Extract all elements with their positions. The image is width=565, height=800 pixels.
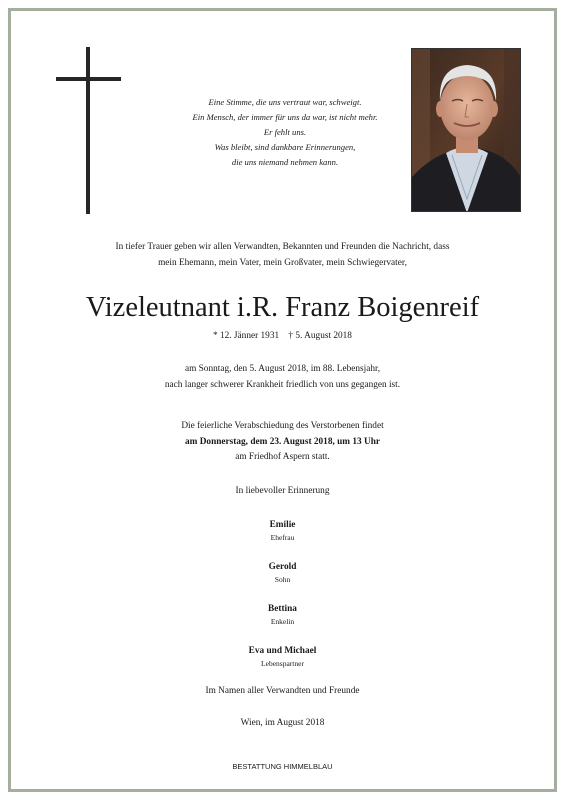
announcement-line: mein Ehemann, mein Vater, mein Großvater, mein Schwiegervater, (158, 257, 407, 268)
announcement (40, 240, 525, 271)
death-notice-line: am Sonntag, den 5. August 2018, im 88. Lebensjahr, (184, 364, 381, 374)
poem-line: Er fehlt uns. (263, 127, 307, 137)
poem (170, 95, 400, 170)
death-notice (40, 362, 525, 393)
cross-horizontal-bar (56, 77, 121, 81)
remembrance-intro: In liebevoller Erinnerung (235, 486, 330, 496)
mourner (140, 561, 425, 586)
farewell-notice (40, 419, 525, 466)
poem-line: Ein Mensch, der immer für uns da war, ist nicht mehr. (192, 112, 378, 122)
on-behalf-line: Im Namen aller Verwandten und Freunde (205, 686, 360, 696)
undertaker-name: BESTATTUNG HIMMELBLAU (232, 762, 333, 771)
mourner-relation: Ehefrau (270, 533, 295, 542)
portrait-illustration (412, 49, 521, 212)
portrait-photo (411, 48, 521, 212)
farewell-date-line: am Donnerstag, dem 23. August 2018, um 13 Uhr (185, 436, 380, 447)
mourner (140, 603, 425, 628)
death-notice-line: nach langer schwerer Krankheit friedlich von uns gegangen ist. (164, 379, 401, 390)
poem-line: Was bleibt, sind dankbare Erinnerungen, (214, 142, 356, 152)
place-date: Wien, im August 2018 (240, 718, 325, 728)
announcement-line: In tiefer Trauer geben wir allen Verwandten, Bekannten und Freunden die Nachricht, dass (115, 242, 450, 252)
mourner-name: Emilie (269, 520, 296, 530)
poem-line: Eine Stimme, die uns vertraut war, schweigt. (208, 97, 362, 107)
death-date: † 5. August 2018 (288, 331, 352, 341)
mourner-name: Bettina (268, 604, 297, 614)
mourner-relation: Sohn (274, 575, 291, 584)
farewell-line: Die feierliche Verabschiedung des Verstorbenen findet (181, 421, 384, 431)
deceased-name: Vizeleutnant i.R. Franz Boigenreif (85, 292, 480, 323)
birth-date: * 12. Jänner 1931 (213, 331, 280, 341)
poem-line: die uns niemand nehmen kann. (231, 157, 339, 167)
mourner-name: Gerold (268, 562, 297, 572)
cross-vertical-bar (86, 47, 90, 214)
mourner-name: Eva und Michael (248, 646, 317, 656)
mourner-relation: Enkelin (270, 617, 295, 626)
farewell-line: am Friedhof Aspern statt. (235, 452, 330, 462)
life-dates (40, 329, 525, 343)
mourner (140, 645, 425, 670)
mourner (140, 519, 425, 544)
mourner-relation: Lebenspartner (261, 659, 304, 668)
